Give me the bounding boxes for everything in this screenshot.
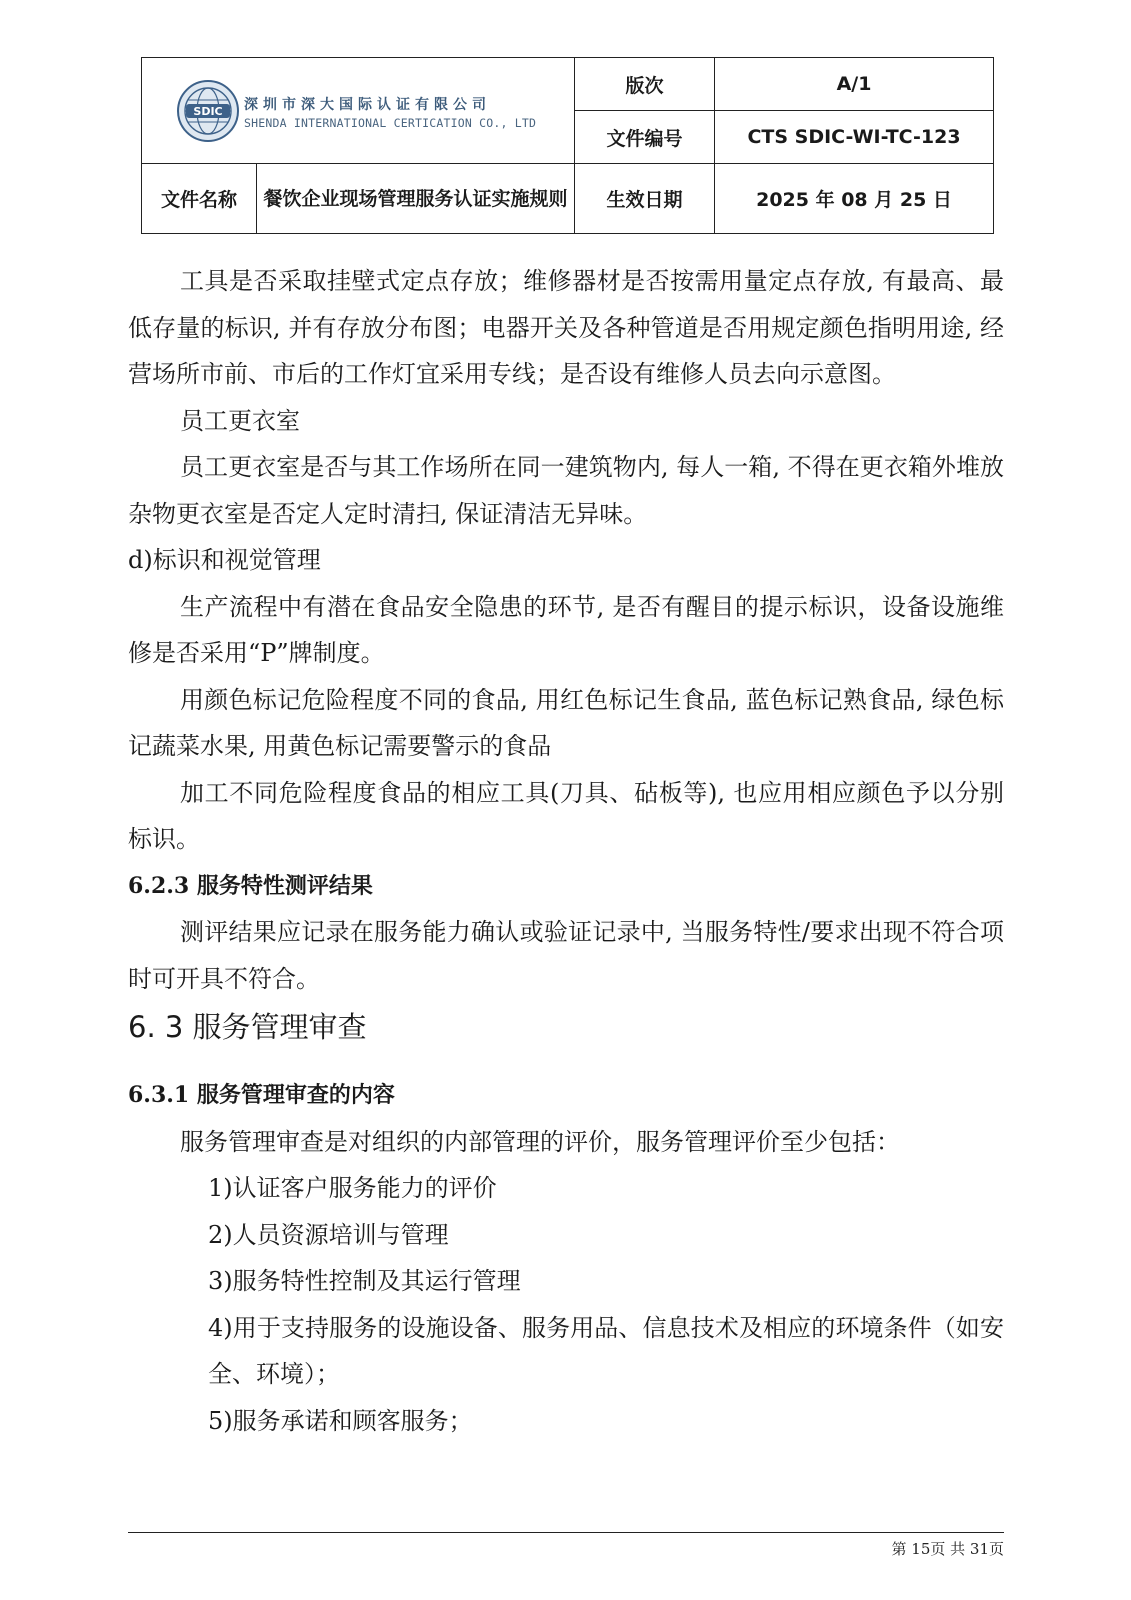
company-logo-cell xyxy=(142,58,575,164)
list-item: 4)用于支持服务的设施设备、服务用品、信息技术及相应的环境条件（如安全、环境）； xyxy=(208,1313,1004,1388)
company-name-en: SHENDA INTERNATIONAL CERTICATION CO., LTD xyxy=(244,115,537,130)
version-label: 版次 xyxy=(575,58,715,111)
effective-date-value: 2025 年 08 月 25 日 xyxy=(715,164,994,234)
list-item: 2)人员资源培训与管理 xyxy=(208,1220,449,1249)
doc-number-label: 文件编号 xyxy=(575,111,715,164)
paragraph-tool-marking: 加工不同危险程度食品的相应工具(刀具、砧板等), 也应用相应颜色予以分别标识。 xyxy=(128,778,1004,853)
version-value: A/1 xyxy=(715,58,994,111)
company-name-cn: 深圳市深大国际认证有限公司 xyxy=(244,96,491,113)
page-number: 第 15页 共 31页 xyxy=(891,1540,1004,1558)
subheading-visual-management: d)标识和视觉管理 xyxy=(128,546,321,574)
footer-divider xyxy=(128,1532,1004,1533)
doc-name-value: 餐饮企业现场管理服务认证实施规则 xyxy=(257,164,575,234)
list-item: 1)认证客户服务能力的评价 xyxy=(208,1174,497,1202)
paragraph-color-marking: 用颜色标记危险程度不同的食品, 用红色标记生食品, 蓝色标记熟食品, 绿色标记蔬菜水果, 用黄色标记需要警示的食品 xyxy=(128,685,1004,760)
doc-number-value: CTS SDIC-WI-TC-123 xyxy=(715,111,994,164)
list-item: 5)服务承诺和顾客服务； xyxy=(208,1406,473,1435)
document-body xyxy=(128,258,1004,1444)
paragraph-evaluation-results: 测评结果应记录在服务能力确认或验证记录中, 当服务特性/要求出现不符合项时可开具不符合。 xyxy=(128,918,1004,993)
heading-6-3-1: 6.3.1 服务管理审查的内容 xyxy=(128,1082,395,1108)
document-header-table xyxy=(141,57,994,234)
heading-6-3: 6. 3 服务管理审查 xyxy=(128,1010,367,1044)
paragraph-tools-storage: 工具是否采取挂壁式定点存放；维修器材是否按需用量定点存放, 有最高、最低存量的标识, 并有存放分布图；电器开关及各种管道是否用规定颜色指明用途, 经营场所市前、市后的工作灯宜采用专线；是否设有维修人员去向示意图。 xyxy=(128,267,1004,388)
paragraph-review-intro: 服务管理审查是对组织的内部管理的评价，服务管理评价至少包括： xyxy=(180,1127,900,1156)
effective-date-label: 生效日期 xyxy=(575,164,715,234)
list-item: 3)服务特性控制及其运行管理 xyxy=(208,1267,521,1295)
subheading-locker-room: 员工更衣室 xyxy=(180,406,300,435)
paragraph-locker-room: 员工更衣室是否与其工作场所在同一建筑物内, 每人一箱, 不得在更衣箱外堆放杂物更衣室是否定人定时清扫, 保证清洁无异味。 xyxy=(128,453,1004,528)
doc-name-label: 文件名称 xyxy=(142,164,257,234)
heading-6-2-3: 6.2.3 服务特性测评结果 xyxy=(128,872,373,899)
company-logo-icon xyxy=(176,79,240,143)
paragraph-safety-signs: 生产流程中有潜在食品安全隐患的环节, 是否有醒目的提示标识，设备设施维修是否采用“P”牌制度。 xyxy=(128,592,1004,667)
logo-text: SDIC xyxy=(193,104,223,118)
